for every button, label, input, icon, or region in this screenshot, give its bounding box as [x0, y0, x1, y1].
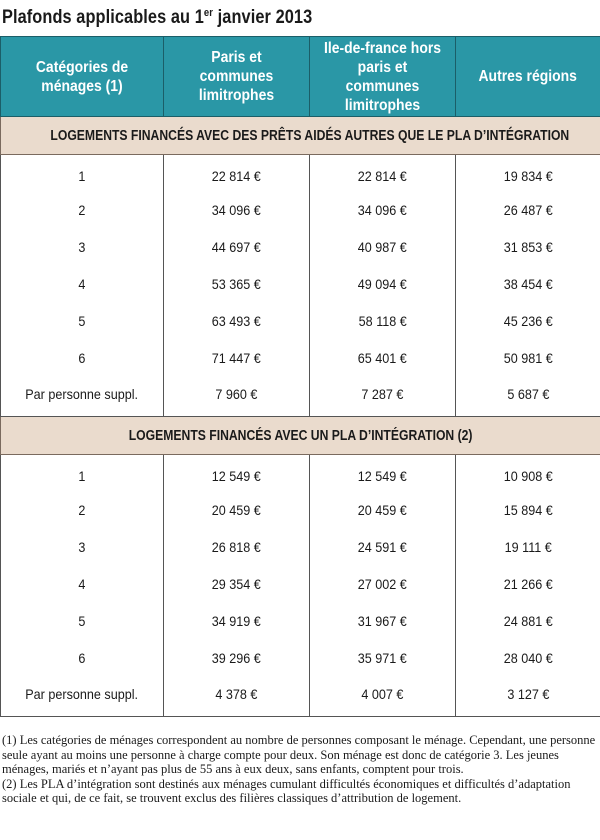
- cell-idf: 27 002 €: [310, 566, 456, 603]
- cell-idf: 7 287 €: [310, 377, 456, 417]
- cell-cat: 1: [1, 155, 164, 192]
- title-main: Plafonds applicables au 1: [2, 7, 204, 28]
- cell-autres: 45 236 €: [456, 303, 600, 340]
- cell-idf: 34 096 €: [310, 192, 456, 229]
- cell-autres: 31 853 €: [456, 229, 600, 266]
- cell-autres: 19 834 €: [456, 155, 600, 192]
- table-row: [1, 566, 600, 603]
- cell-paris: 22 814 €: [164, 155, 310, 192]
- table-body: [1, 117, 600, 717]
- cell-autres: 10 908 €: [456, 455, 600, 492]
- table-row: [1, 529, 600, 566]
- table-row: [1, 303, 600, 340]
- title-superscript: er: [203, 7, 214, 19]
- cell-idf: 4 007 €: [310, 677, 456, 717]
- table-row: [1, 266, 600, 303]
- cell-paris: 20 459 €: [164, 492, 310, 529]
- ceilings-table: [0, 36, 600, 717]
- table-row: [1, 377, 600, 417]
- footnotes: [2, 733, 596, 806]
- table-row: [1, 640, 600, 677]
- table-row: [1, 192, 600, 229]
- cell-autres: 21 266 €: [456, 566, 600, 603]
- table-row: [1, 229, 600, 266]
- cell-idf: 22 814 €: [310, 155, 456, 192]
- table-row: [1, 155, 600, 192]
- cell-cat: Par personne suppl.: [1, 377, 164, 417]
- section-row: [1, 117, 600, 155]
- cell-cat: 2: [1, 492, 164, 529]
- cell-idf: 49 094 €: [310, 266, 456, 303]
- cell-autres: 50 981 €: [456, 340, 600, 377]
- cell-paris: 34 919 €: [164, 603, 310, 640]
- cell-idf: 35 971 €: [310, 640, 456, 677]
- title-end: janvier 2013: [213, 7, 313, 28]
- cell-paris: 34 096 €: [164, 192, 310, 229]
- cell-paris: 63 493 €: [164, 303, 310, 340]
- cell-paris: 44 697 €: [164, 229, 310, 266]
- cell-idf: 20 459 €: [310, 492, 456, 529]
- cell-paris: 12 549 €: [164, 455, 310, 492]
- column-header-idf: Ile-de-france hors paris et communes limitrophes: [310, 37, 456, 117]
- table-row: [1, 340, 600, 377]
- section-row: [1, 417, 600, 455]
- footnote-2: (2) Les PLA d’intégration sont destinés aux ménages cumulant difficultés économiques et difficultés d’adaptation sociale et qui, de ce fait, se trouvent exclus des filières classiques d’attribution de logement.: [2, 776, 571, 806]
- cell-cat: Par personne suppl.: [1, 677, 164, 717]
- cell-idf: 31 967 €: [310, 603, 456, 640]
- cell-paris: 29 354 €: [164, 566, 310, 603]
- cell-cat: 2: [1, 192, 164, 229]
- footnote-1: (1) Les catégories de ménages correspondent au nombre de personnes composant le ménage. Cependant, une personne seule ayant au moins une personne à charge compte pour deux. Son ménage est donc de catégorie 3. Les jeunes ménages, mariés et n’ayant pas plus de 55 ans à eux deux, sans enfants, comptent pour trois.: [2, 733, 596, 777]
- cell-cat: 1: [1, 455, 164, 492]
- cell-idf: 24 591 €: [310, 529, 456, 566]
- column-header-paris: Paris et communes limitrophes: [164, 37, 310, 117]
- cell-idf: 65 401 €: [310, 340, 456, 377]
- cell-idf: 40 987 €: [310, 229, 456, 266]
- column-header-autres: Autres régions: [456, 37, 600, 117]
- cell-cat: 4: [1, 266, 164, 303]
- cell-autres: 19 111 €: [456, 529, 600, 566]
- table-row: [1, 677, 600, 717]
- cell-paris: 39 296 €: [164, 640, 310, 677]
- table-row: [1, 603, 600, 640]
- cell-cat: 6: [1, 640, 164, 677]
- cell-cat: 5: [1, 603, 164, 640]
- cell-autres: 28 040 €: [456, 640, 600, 677]
- cell-idf: 12 549 €: [310, 455, 456, 492]
- cell-cat: 3: [1, 229, 164, 266]
- cell-autres: 3 127 €: [456, 677, 600, 717]
- cell-cat: 6: [1, 340, 164, 377]
- cell-autres: 38 454 €: [456, 266, 600, 303]
- cell-autres: 26 487 €: [456, 192, 600, 229]
- cell-cat: 3: [1, 529, 164, 566]
- cell-paris: 4 378 €: [164, 677, 310, 717]
- cell-autres: 15 894 €: [456, 492, 600, 529]
- section-title: LOGEMENTS FINANCÉS AVEC DES PRÊTS AIDÉS AUTRES QUE LE PLA D’INTÉGRATION: [1, 117, 600, 155]
- table-row: [1, 455, 600, 492]
- table-row: [1, 492, 600, 529]
- page-title: [2, 0, 312, 28]
- cell-paris: 26 818 €: [164, 529, 310, 566]
- cell-paris: 7 960 €: [164, 377, 310, 417]
- header-row: [1, 37, 600, 117]
- column-header-categories: Catégories de ménages (1): [1, 37, 164, 117]
- section-title: LOGEMENTS FINANCÉS AVEC UN PLA D’INTÉGRATION (2): [1, 417, 600, 455]
- cell-autres: 24 881 €: [456, 603, 600, 640]
- cell-paris: 71 447 €: [164, 340, 310, 377]
- cell-idf: 58 118 €: [310, 303, 456, 340]
- cell-paris: 53 365 €: [164, 266, 310, 303]
- cell-cat: 4: [1, 566, 164, 603]
- cell-cat: 5: [1, 303, 164, 340]
- cell-autres: 5 687 €: [456, 377, 600, 417]
